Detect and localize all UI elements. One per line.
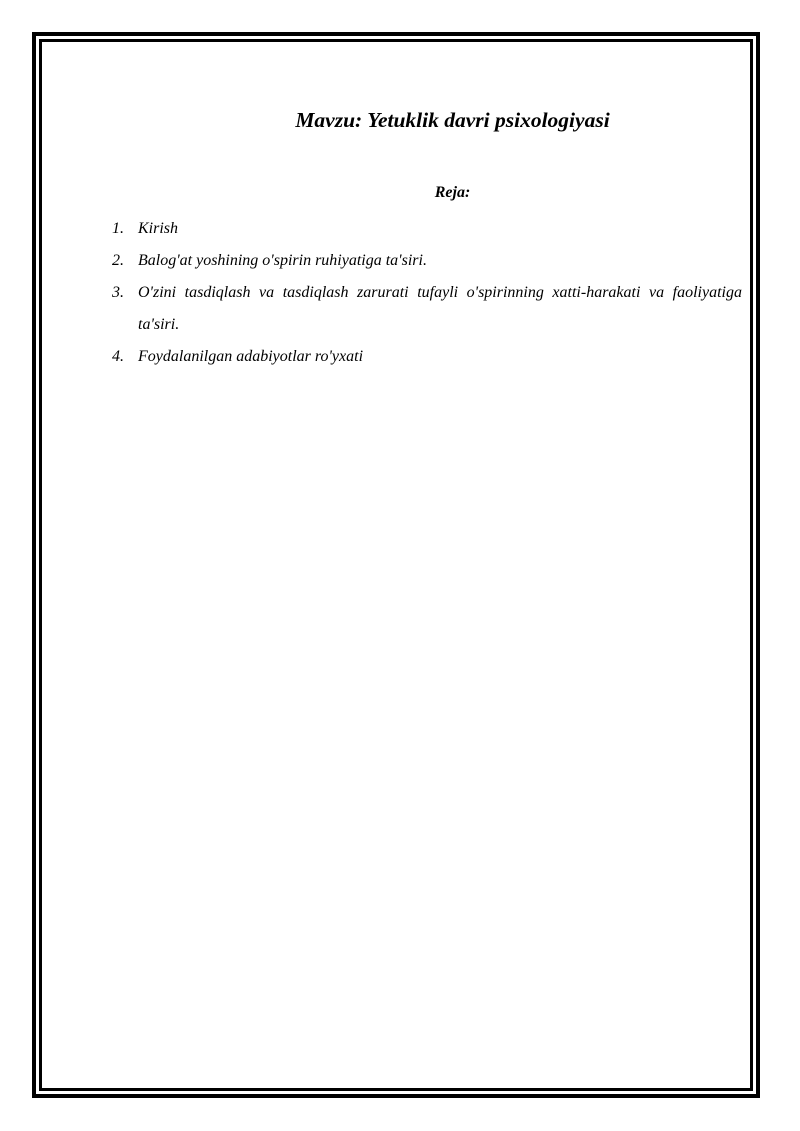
outline-item [112, 245, 742, 277]
outline-heading: Reja: [434, 184, 471, 201]
outline-item-text: Kirish [138, 220, 179, 237]
outline-item-number: 1. [112, 220, 124, 237]
document-title: Mavzu: Yetuklik davri psixologiyasi [295, 108, 610, 132]
outline-list [112, 213, 742, 373]
outline-item-number: 4. [112, 348, 124, 365]
outline-item-text: O'zini tasdiqlash va tasdiqlash zarurati tufayli o'spirinning xatti-harakati va faoliyatiga ta'siri. [138, 284, 742, 333]
outline-item [112, 277, 742, 341]
outline-item-number: 2. [112, 252, 124, 269]
outline-item-text: Foydalanilgan adabiyotlar ro'yxati [138, 348, 364, 365]
outline-item [112, 341, 742, 373]
outline-item-number: 3. [112, 284, 124, 301]
outline-item [112, 213, 742, 245]
outline-item-text: Balog'at yoshining o'spirin ruhiyatiga ta'siri. [138, 252, 427, 269]
